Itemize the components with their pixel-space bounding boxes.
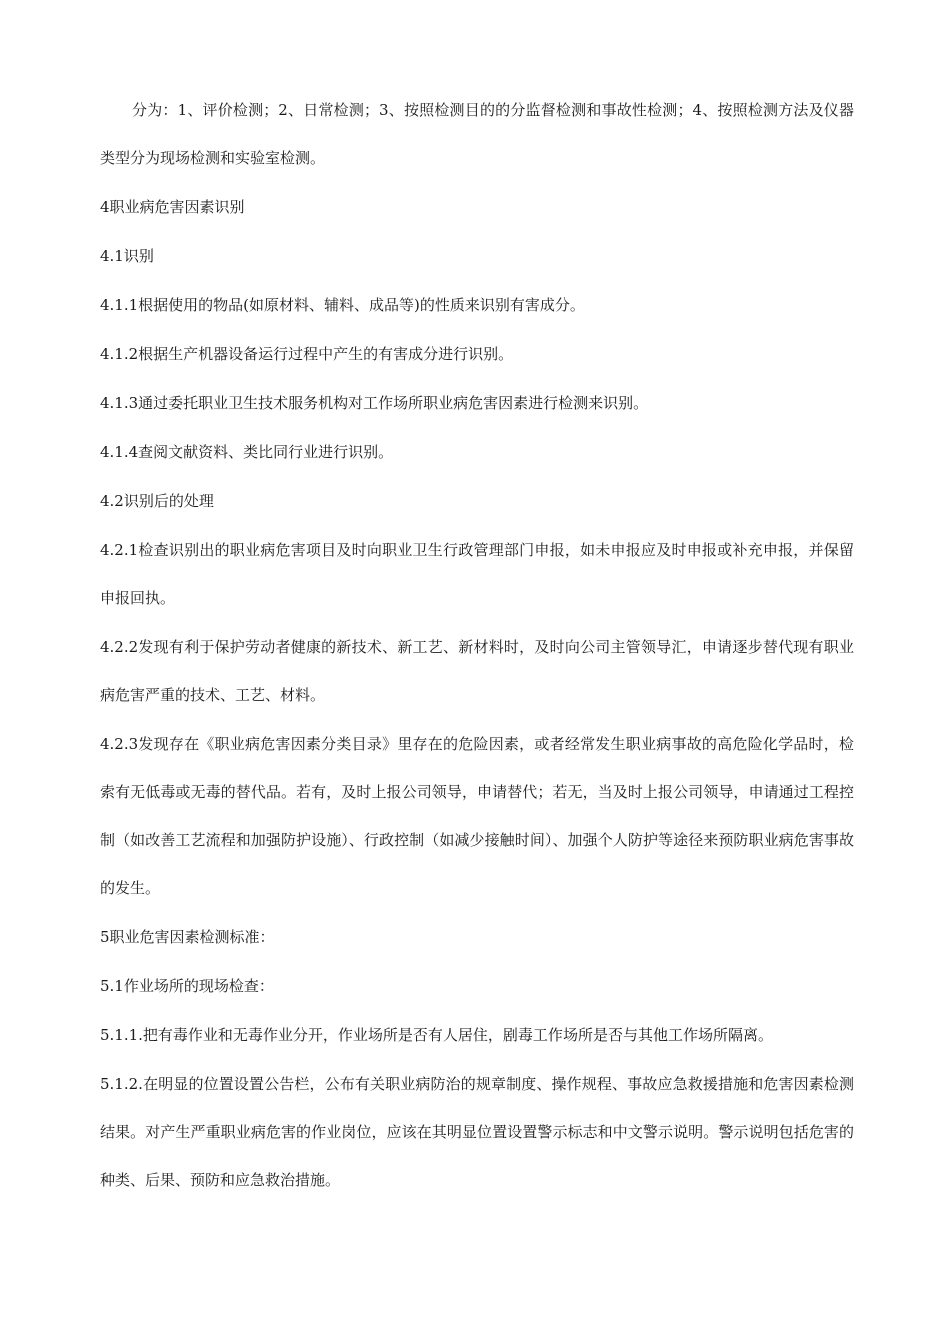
paragraph-5-1-1: 5.1.1.把有毒作业和无毒作业分开，作业场所是否有人居住，剧毒工作场所是否与其他工作场所隔离。 [100, 1026, 773, 1044]
paragraph-4-1-4: 4.1.4查阅文献资料、类比同行业进行识别。 [100, 443, 394, 461]
paragraph-4-1-1: 4.1.1根据使用的物品(如原材料、辅料、成品等)的性质来识别有害成分。 [100, 296, 585, 314]
paragraph-5-1-2: 5.1.2.在明显的位置设置公告栏，公布有关职业病防治的规章制度、操作规程、事故应急救援措施和危害因素检测结果。对产生严重职业病危害的作业岗位，应该在其明显位置设置警示标志和中文警示说明。警示说明包括危害的种类、后果、预防和应急救治措施。 [100, 1075, 854, 1189]
paragraph-4-2-1: 4.2.1检查识别出的职业病危害项目及时向职业卫生行政管理部门申报，如未申报应及时申报或补充申报，并保留申报回执。 [100, 541, 854, 607]
paragraph-intro: 分为：1、评价检测；2、日常检测；3、按照检测目的的分监督检测和事故性检测；4、按照检测方法及仪器类型分为现场检测和实验室检测。 [100, 101, 854, 167]
heading-section-5: 5职业危害因素检测标准： [100, 928, 275, 946]
heading-section-4-1: 4.1识别 [100, 247, 154, 265]
paragraph-4-1-3: 4.1.3通过委托职业卫生技术服务机构对工作场所职业病危害因素进行检测来识别。 [100, 394, 649, 412]
paragraph-4-2-3: 4.2.3发现存在《职业病危害因素分类目录》里存在的危险因素，或者经常发生职业病事故的高危险化学品时，检索有无低毒或无毒的替代品。若有，及时上报公司领导，申请替代；若无，当及时上报公司领导，申请通过工程控制（如改善工艺流程和加强防护设施）、行政控制（如减少接触时间）、加强个人防护等途径来预防职业病危害事故的发生。 [100, 735, 854, 897]
heading-section-4: 4职业病危害因素识别 [100, 198, 245, 216]
paragraph-4-2-2: 4.2.2发现有利于保护劳动者健康的新技术、新工艺、新材料时，及时向公司主管领导汇，申请逐步替代现有职业病危害严重的技术、工艺、材料。 [100, 638, 854, 704]
heading-section-5-1: 5.1作业场所的现场检查： [100, 977, 274, 995]
document-page [100, 98, 854, 1217]
heading-section-4-2: 4.2识别后的处理 [100, 492, 214, 510]
paragraph-4-1-2: 4.1.2根据生产机器设备运行过程中产生的有害成分进行识别。 [100, 345, 514, 363]
